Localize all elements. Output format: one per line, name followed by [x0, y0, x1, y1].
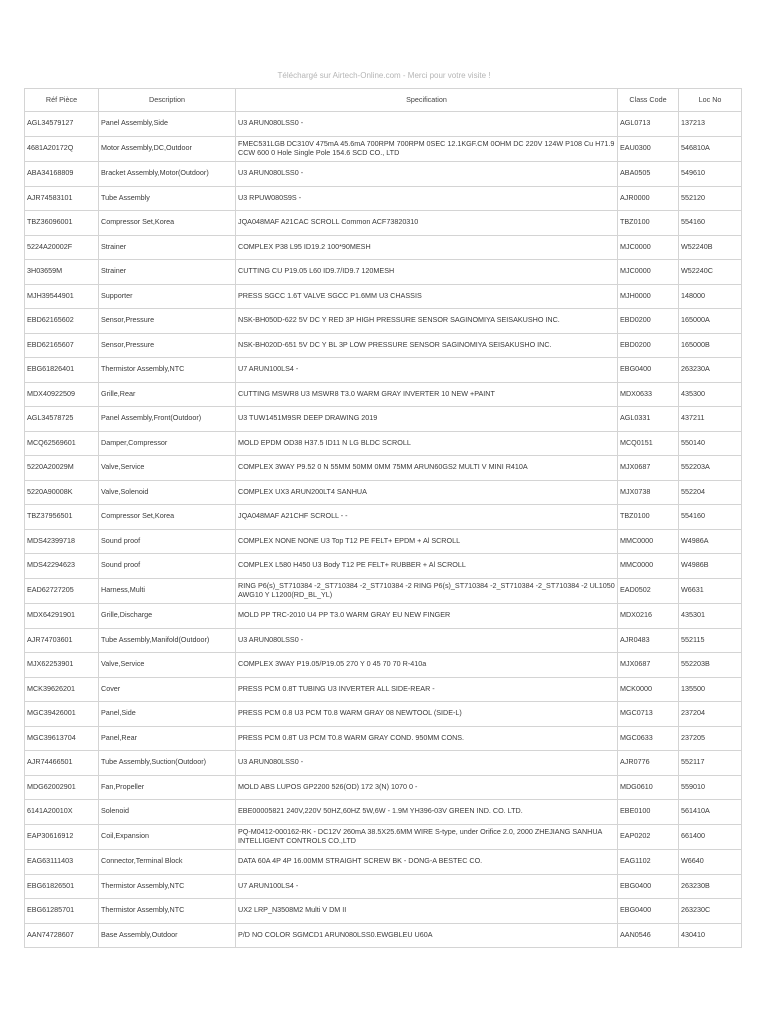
cell-specification: COMPLEX P38 L95 ID19.2 100*90MESH: [236, 235, 618, 260]
cell-class-code: MDX0216: [618, 604, 679, 629]
cell-loc-no: 137213: [679, 112, 742, 137]
cell-specification: COMPLEX 3WAY P19.05/P19.05 270 Y 0 45 70 70 R-410a: [236, 653, 618, 678]
cell-specification: PRESS SGCC 1.6T VALVE SGCC P1.6MM U3 CHASSIS: [236, 284, 618, 309]
cell-description: Valve,Solenoid: [99, 480, 236, 505]
table-row: [25, 529, 742, 554]
cell-description: Supporter: [99, 284, 236, 309]
cell-specification: PRESS PCM 0.8 U3 PCM T0.8 WARM GRAY 08 NEWTOOL (SIDE-L): [236, 702, 618, 727]
cell-specification: U7 ARUN100LS4 -: [236, 874, 618, 899]
cell-ref: EBG61826501: [25, 874, 99, 899]
parts-table-body: [25, 112, 742, 948]
cell-class-code: MDX0633: [618, 382, 679, 407]
cell-description: Sound proof: [99, 529, 236, 554]
cell-description: Panel Assembly,Front(Outdoor): [99, 407, 236, 432]
table-row: [25, 211, 742, 236]
cell-ref: 6141A20010X: [25, 800, 99, 825]
cell-description: Base Assembly,Outdoor: [99, 923, 236, 948]
cell-class-code: MCK0000: [618, 677, 679, 702]
cell-specification: CUTTING CU P19.05 L60 ID9.7/ID9.7 120MESH: [236, 260, 618, 285]
cell-description: Cover: [99, 677, 236, 702]
table-row: [25, 407, 742, 432]
cell-class-code: MJH0000: [618, 284, 679, 309]
cell-loc-no: 550140: [679, 431, 742, 456]
cell-loc-no: 237205: [679, 726, 742, 751]
table-row: [25, 333, 742, 358]
table-row: [25, 653, 742, 678]
cell-class-code: MCQ0151: [618, 431, 679, 456]
cell-description: Valve,Service: [99, 456, 236, 481]
table-row: [25, 554, 742, 579]
table-row: [25, 702, 742, 727]
header-specification: Specification: [236, 89, 618, 112]
cell-ref: AJR74466501: [25, 751, 99, 776]
cell-loc-no: 263230C: [679, 899, 742, 924]
cell-loc-no: W52240B: [679, 235, 742, 260]
cell-loc-no: 552115: [679, 628, 742, 653]
cell-specification: U7 ARUN100LS4 -: [236, 358, 618, 383]
cell-specification: COMPLEX 3WAY P9.52 0 N 55MM 50MM 0MM 75MM ARUN60GS2 MULTI V MINI R410A: [236, 456, 618, 481]
header-description: Description: [99, 89, 236, 112]
cell-loc-no: W4986B: [679, 554, 742, 579]
cell-specification: NSK-BH050D-622 5V DC Y RED 3P HIGH PRESSURE SENSOR SAGINOMIYA SEISAKUSHO INC.: [236, 309, 618, 334]
cell-specification: COMPLEX L580 H450 U3 Body T12 PE FELT+ RUBBER + Al SCROLL: [236, 554, 618, 579]
cell-ref: EAG63111403: [25, 850, 99, 875]
download-banner: Téléchargé sur Airtech-Online.com - Merci pour votre visite !: [277, 71, 491, 80]
cell-loc-no: 263230A: [679, 358, 742, 383]
cell-description: Valve,Service: [99, 653, 236, 678]
cell-loc-no: W6640: [679, 850, 742, 875]
cell-specification: U3 ARUN080LSS0 -: [236, 162, 618, 187]
table-row: [25, 874, 742, 899]
table-row: [25, 677, 742, 702]
cell-ref: TBZ36096001: [25, 211, 99, 236]
cell-class-code: AJR0776: [618, 751, 679, 776]
cell-ref: MDG62002901: [25, 775, 99, 800]
cell-class-code: MJX0687: [618, 653, 679, 678]
cell-loc-no: 437211: [679, 407, 742, 432]
table-row: [25, 235, 742, 260]
cell-description: Strainer: [99, 235, 236, 260]
cell-ref: MCQ62569601: [25, 431, 99, 456]
cell-specification: RING P6(s)_ST710384 -2_ST710384 -2_ST710384 -2 RING P6(s)_ST710384 -2_ST710384 -2_ST710384 -2 UL1050 AWG10 Y L1200(RD_BL_YL): [236, 578, 618, 604]
cell-description: Tube Assembly,Suction(Outdoor): [99, 751, 236, 776]
cell-ref: MCK39626201: [25, 677, 99, 702]
cell-ref: EBG61826401: [25, 358, 99, 383]
cell-description: Coil,Expansion: [99, 824, 236, 850]
table-row: [25, 604, 742, 629]
cell-ref: AJR74703601: [25, 628, 99, 653]
cell-ref: AJR74583101: [25, 186, 99, 211]
cell-class-code: MDG0610: [618, 775, 679, 800]
cell-description: Bracket Assembly,Motor(Outdoor): [99, 162, 236, 187]
cell-loc-no: 549610: [679, 162, 742, 187]
table-row: [25, 751, 742, 776]
cell-class-code: EBG0400: [618, 874, 679, 899]
table-row: [25, 358, 742, 383]
header-ref: Réf Pièce: [25, 89, 99, 112]
cell-description: Harness,Multi: [99, 578, 236, 604]
cell-class-code: AGL0331: [618, 407, 679, 432]
cell-class-code: MJX0738: [618, 480, 679, 505]
cell-specification: UX2 LRP_N3508M2 Multi V DM II: [236, 899, 618, 924]
cell-class-code: MMC0000: [618, 529, 679, 554]
cell-ref: 5220A20029M: [25, 456, 99, 481]
cell-loc-no: 435301: [679, 604, 742, 629]
cell-loc-no: 552120: [679, 186, 742, 211]
cell-description: Motor Assembly,DC,Outdoor: [99, 136, 236, 162]
cell-description: Solenoid: [99, 800, 236, 825]
table-row: [25, 726, 742, 751]
cell-class-code: EBE0100: [618, 800, 679, 825]
cell-class-code: EAD0502: [618, 578, 679, 604]
cell-description: Sensor,Pressure: [99, 333, 236, 358]
cell-class-code: ABA0505: [618, 162, 679, 187]
cell-loc-no: 546810A: [679, 136, 742, 162]
cell-class-code: MMC0000: [618, 554, 679, 579]
table-row: [25, 899, 742, 924]
cell-ref: EBD62165607: [25, 333, 99, 358]
cell-ref: 4681A20172Q: [25, 136, 99, 162]
cell-specification: COMPLEX UX3 ARUN200LT4 SANHUA: [236, 480, 618, 505]
cell-ref: TBZ37956501: [25, 505, 99, 530]
cell-specification: DATA 60A 4P 4P 16.00MM STRAIGHT SCREW BK - DONG-A BESTEC CO.: [236, 850, 618, 875]
cell-description: Fan,Propeller: [99, 775, 236, 800]
cell-class-code: EBG0400: [618, 358, 679, 383]
cell-class-code: EAP0202: [618, 824, 679, 850]
table-row: [25, 186, 742, 211]
cell-description: Connector,Terminal Block: [99, 850, 236, 875]
table-row: [25, 800, 742, 825]
cell-loc-no: W6631: [679, 578, 742, 604]
cell-loc-no: 561410A: [679, 800, 742, 825]
cell-description: Panel,Rear: [99, 726, 236, 751]
cell-ref: AGL34579127: [25, 112, 99, 137]
cell-loc-no: 148000: [679, 284, 742, 309]
cell-description: Tube Assembly,Manifold(Outdoor): [99, 628, 236, 653]
cell-class-code: AGL0713: [618, 112, 679, 137]
table-row: [25, 628, 742, 653]
cell-specification: JQA048MAF A21CAC SCROLL Common ACF73820310: [236, 211, 618, 236]
cell-description: Grille,Rear: [99, 382, 236, 407]
table-row: [25, 923, 742, 948]
cell-loc-no: W52240C: [679, 260, 742, 285]
cell-loc-no: 554160: [679, 211, 742, 236]
cell-specification: NSK-BH020D-651 5V DC Y BL 3P LOW PRESSURE SENSOR SAGINOMIYA SEISAKUSHO INC.: [236, 333, 618, 358]
table-row: [25, 136, 742, 162]
table-row: [25, 162, 742, 187]
cell-class-code: TBZ0100: [618, 505, 679, 530]
cell-ref: EAP30616912: [25, 824, 99, 850]
header-class-code: Class Code: [618, 89, 679, 112]
cell-ref: 3H03659M: [25, 260, 99, 285]
cell-specification: P/D NO COLOR SGMCD1 ARUN080LSS0.EWGBLEU U60A: [236, 923, 618, 948]
cell-description: Tube Assembly: [99, 186, 236, 211]
cell-specification: PRESS PCM 0.8T U3 PCM T0.8 WARM GRAY COND. 950MM CONS.: [236, 726, 618, 751]
cell-ref: MGC39613704: [25, 726, 99, 751]
cell-specification: MOLD PP TRC-2010 U4 PP T3.0 WARM GRAY EU NEW FINGER: [236, 604, 618, 629]
cell-description: Compressor Set,Korea: [99, 505, 236, 530]
table-header-row: [25, 89, 742, 112]
cell-ref: 5220A90008K: [25, 480, 99, 505]
cell-specification: EBE00005821 240V,220V 50HZ,60HZ 5W,6W - 1.9M YH396-03V GREEN IND. CO. LTD.: [236, 800, 618, 825]
table-row: [25, 578, 742, 604]
cell-description: Damper,Compressor: [99, 431, 236, 456]
cell-specification: PQ-M0412-000162-RK - DC12V 260mA 38.5X25.6MM WIRE S-type, under Orifice 2.0, 2000 ZHEJIANG SANHUA INTELLIGENT CONTROLS CO.,LTD: [236, 824, 618, 850]
cell-specification: JQA048MAF A21CHF SCROLL - -: [236, 505, 618, 530]
cell-class-code: MJX0687: [618, 456, 679, 481]
cell-description: Thermistor Assembly,NTC: [99, 899, 236, 924]
table-row: [25, 112, 742, 137]
cell-specification: U3 ARUN080LSS0 -: [236, 112, 618, 137]
cell-description: Compressor Set,Korea: [99, 211, 236, 236]
table-row: [25, 824, 742, 850]
cell-specification: COMPLEX NONE NONE U3 Top T12 PE FELT+ EPDM + Al SCROLL: [236, 529, 618, 554]
cell-class-code: MJC0000: [618, 235, 679, 260]
cell-class-code: EBD0200: [618, 333, 679, 358]
cell-loc-no: 559010: [679, 775, 742, 800]
table-row: [25, 309, 742, 334]
cell-class-code: AAN0546: [618, 923, 679, 948]
cell-specification: FMEC531LGB DC310V 475mA 45.6mA 700RPM 700RPM 0SEC 12.1KGF.CM 0OHM DC 220V 124W P108 Cu H71.9 CCW 600 0 Hole Single Pole 154.6 SCD CO., LTD: [236, 136, 618, 162]
cell-ref: MJX62253901: [25, 653, 99, 678]
cell-ref: MDX40922509: [25, 382, 99, 407]
cell-ref: MJH39544901: [25, 284, 99, 309]
cell-loc-no: 552117: [679, 751, 742, 776]
cell-description: Thermistor Assembly,NTC: [99, 358, 236, 383]
cell-specification: CUTTING MSWR8 U3 MSWR8 T3.0 WARM GRAY INVERTER 10 NEW +PAINT: [236, 382, 618, 407]
cell-ref: EBD62165602: [25, 309, 99, 334]
cell-ref: EBG61285701: [25, 899, 99, 924]
cell-loc-no: 135500: [679, 677, 742, 702]
cell-loc-no: 552203B: [679, 653, 742, 678]
cell-class-code: MGC0633: [618, 726, 679, 751]
cell-ref: MGC39426001: [25, 702, 99, 727]
cell-description: Thermistor Assembly,NTC: [99, 874, 236, 899]
cell-class-code: EAG1102: [618, 850, 679, 875]
cell-specification: MOLD EPDM OD38 H37.5 ID11 N LG BLDC SCROLL: [236, 431, 618, 456]
cell-loc-no: 165000B: [679, 333, 742, 358]
cell-class-code: TBZ0100: [618, 211, 679, 236]
cell-ref: MDS42399718: [25, 529, 99, 554]
cell-ref: AGL34578725: [25, 407, 99, 432]
cell-specification: U3 ARUN080LSS0 -: [236, 628, 618, 653]
cell-ref: EAD62727205: [25, 578, 99, 604]
cell-ref: MDX64291901: [25, 604, 99, 629]
cell-class-code: EBG0400: [618, 899, 679, 924]
cell-loc-no: 552203A: [679, 456, 742, 481]
cell-description: Panel,Side: [99, 702, 236, 727]
cell-specification: U3 RPUW080S9S -: [236, 186, 618, 211]
cell-loc-no: 435300: [679, 382, 742, 407]
cell-description: Panel Assembly,Side: [99, 112, 236, 137]
cell-description: Sound proof: [99, 554, 236, 579]
table-row: [25, 260, 742, 285]
table-row: [25, 431, 742, 456]
table-row: [25, 775, 742, 800]
cell-class-code: EAU0300: [618, 136, 679, 162]
cell-loc-no: 661400: [679, 824, 742, 850]
parts-table: [24, 88, 742, 948]
cell-ref: 5224A20002F: [25, 235, 99, 260]
cell-specification: U3 TUW1451M9SR DEEP DRAWING 2019: [236, 407, 618, 432]
cell-class-code: MJC0000: [618, 260, 679, 285]
cell-loc-no: 430410: [679, 923, 742, 948]
cell-loc-no: 165000A: [679, 309, 742, 334]
cell-specification: MOLD ABS LUPOS GP2200 526(OD) 172 3(N) 1070 0 -: [236, 775, 618, 800]
table-row: [25, 284, 742, 309]
cell-ref: ABA34168809: [25, 162, 99, 187]
cell-description: Strainer: [99, 260, 236, 285]
cell-loc-no: 263230B: [679, 874, 742, 899]
cell-loc-no: W4986A: [679, 529, 742, 554]
table-row: [25, 382, 742, 407]
cell-loc-no: 237204: [679, 702, 742, 727]
table-row: [25, 505, 742, 530]
cell-class-code: AJR0483: [618, 628, 679, 653]
table-row: [25, 480, 742, 505]
cell-ref: AAN74728607: [25, 923, 99, 948]
table-row: [25, 850, 742, 875]
cell-class-code: AJR0000: [618, 186, 679, 211]
cell-loc-no: 554160: [679, 505, 742, 530]
cell-loc-no: 552204: [679, 480, 742, 505]
cell-class-code: EBD0200: [618, 309, 679, 334]
cell-ref: MDS42294623: [25, 554, 99, 579]
cell-description: Grille,Discharge: [99, 604, 236, 629]
cell-description: Sensor,Pressure: [99, 309, 236, 334]
table-row: [25, 456, 742, 481]
cell-specification: U3 ARUN080LSS0 -: [236, 751, 618, 776]
cell-class-code: MGC0713: [618, 702, 679, 727]
cell-specification: PRESS PCM 0.8T TUBING U3 INVERTER ALL SIDE-REAR -: [236, 677, 618, 702]
header-loc-no: Loc No: [679, 89, 742, 112]
